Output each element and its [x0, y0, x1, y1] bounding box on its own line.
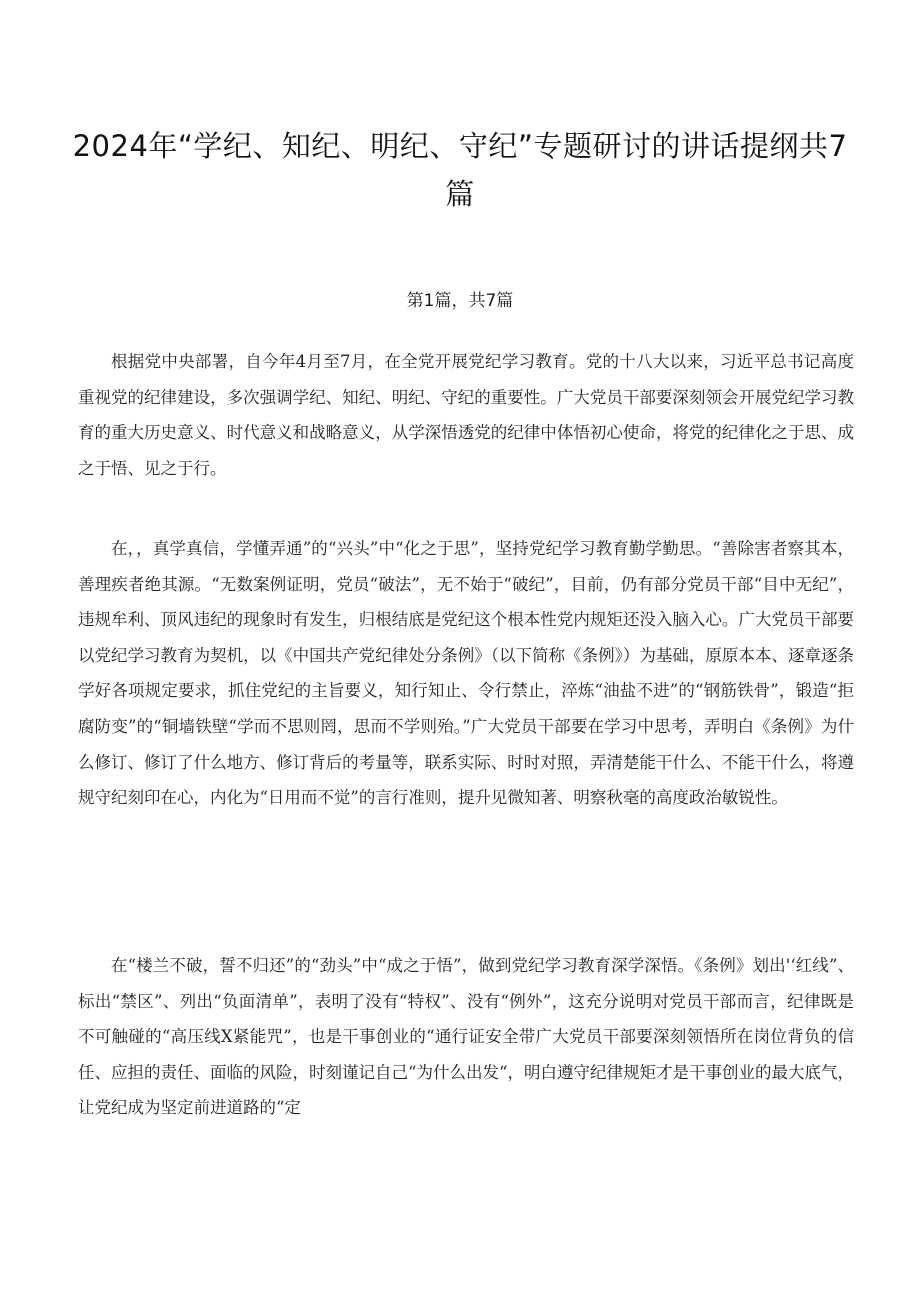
body-paragraph: 在“楼兰不破，誓不归还”的“劲头”中“成之于悟”，做到党纪学习教育深学深悟。《条例》划出'‘红线”、标出“禁区”、列出“负面清单”，表明了没有“特权”、没有“例外”，这充分说明对党员干部而言，纪律既是不可触碰的“高压线X紧能咒”，也是干事创业的“通行证安全带广大党员干部要深刻领悟所在岗位背负的信任、应担的责任、面临的风险，时刻谨记自己“为什么出发“，明白遵守纪律规矩才是干事创业的最大底气，让党纪成为坚定前进道路的“定: [78, 956, 854, 1118]
document-title: 2024年“学纪、知纪、明纪、守纪”专题研讨的讲话提纲共7篇: [72, 129, 848, 211]
section-label: 第1篇，共7篇: [406, 291, 514, 311]
body-paragraph: 在，，真学真信，学懂弄通”的“兴头”中“化之于思”，坚持党纪学习教育勤学勤思。“善除害者察其本，善理疾者绝其源。“无数案例证明，党员“破法”，无不始于“破纪”，目前，仍有部分党员干部“目中无纪”，违规牟利、顶风违纪的现象时有发生，归根结底是党纪这个根本性党内规矩还没入脑入心。广大党员干部要以党纪学习教育为契机，以《中国共产党纪律处分条例》（以下简称《条例》）为基础，原原本本、逐章逐条学好各项规定要求，抓住党纪的主旨要义，知行知止、令行禁止，淬炼“油盐不进”的“钢筋铁骨”，锻造“拒腐防变”的“铜墙铁壁“学而不思则罔，思而不学则殆。”广大党员干部要在学习中思考，弄明白《条例》为什么修订、修订了什么地方、修订背后的考量等，联系实际、时时对照，弄清楚能干什么、不能干什么，将遵规守纪刻印在心，内化为“日用而不觉”的言行准则，提升见微知著、明察秋毫的高度政治敏锐性。: [78, 539, 854, 808]
body-paragraph: 根据党中央部署，自今年4月至7月，在全党开展党纪学习教育。党的十八大以来，习近平总书记高度重视党的纪律建设，多次强调学纪、知纪、明纪、守纪的重要性。广大党员干部要深刻领会开展党纪学习教育的重大历史意义、时代意义和战略意义，从学深悟透党的纪律中体悟初心使命，将党的纪律化之于思、成之于悟、见之于行。: [78, 352, 854, 478]
